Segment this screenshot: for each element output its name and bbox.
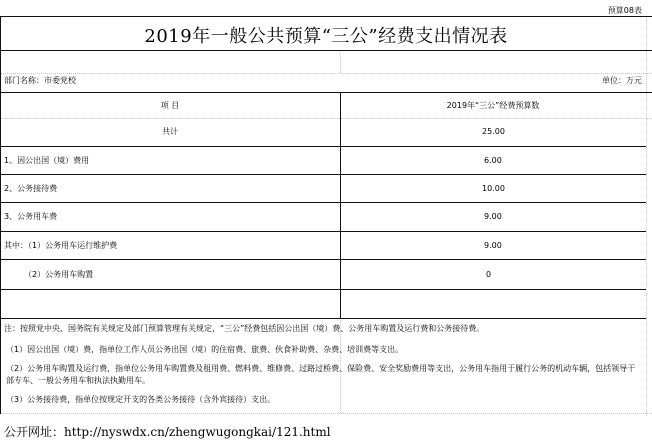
- rule: [0, 16, 652, 17]
- gridline: [340, 50, 341, 73]
- rule: [0, 289, 646, 290]
- public-url[interactable]: 公开网址：http://nyswdx.cn/zhengwugongkai/121.html: [4, 425, 331, 439]
- rule: [0, 16, 1, 414]
- gridline: [646, 16, 647, 416]
- header-item: 项 目: [160, 101, 180, 110]
- page-title: 2019年一般公共预算“三公”经费支出情况表: [144, 26, 508, 47]
- row-vehicle-purchase-value: 0: [486, 270, 492, 279]
- gridline: [0, 118, 652, 119]
- row-vehicle-label: 3、公务用车费: [4, 212, 58, 221]
- row-outbound-value: 6.00: [484, 156, 502, 165]
- rule: [0, 259, 646, 260]
- row-reception-value: 10.00: [482, 184, 505, 193]
- note-outbound: （1）因公出国（境）费，指单位工作人员公务出国（境）的住宿费、旅费、伙食补助费、杂费、培训费等支出。: [6, 345, 404, 354]
- row-vehicle-purchase-label: （2）公务用车购置: [24, 270, 94, 279]
- row-reception-label: 2、公务接待费: [4, 184, 58, 193]
- rule: [0, 318, 646, 319]
- rule: [340, 92, 341, 318]
- rule: [0, 146, 646, 147]
- rule: [0, 174, 646, 175]
- row-vehicle-value: 9.00: [484, 212, 502, 221]
- unit-label: 单位：万元: [602, 76, 642, 85]
- department-label: 部门名称：市委党校: [4, 76, 76, 85]
- header-amount: 2019年“三公”经费预算数: [446, 101, 540, 110]
- note-vehicle: （2）公务用车购置及运行费，指单位公务用车购置费及租用费、燃料费、维修费、过路过桥费、保险费、安全奖励费用等支出，公务用车指用于履行公务的机动车辆，包括领导干部专车、一般公务用车和执法执勤用车。: [6, 364, 636, 385]
- rule: [0, 92, 652, 93]
- row-total-value: 25.00: [482, 127, 505, 136]
- gridline: [0, 413, 652, 414]
- note-reception: （3）公务接待费，指单位按规定开支的各类公务接待（含外宾接待）支出。: [6, 395, 276, 404]
- rule: [0, 231, 646, 232]
- rule: [0, 50, 652, 51]
- note-intro: 注：按照党中央、国务院有关规定及部门预算管理有关规定，“三公”经费包括因公出国（境）费、公务用车购置及运行费和公务接待费。: [4, 324, 485, 333]
- row-vehicle-operation-value: 9.00: [484, 241, 502, 250]
- gridline: [0, 73, 652, 74]
- row-vehicle-operation-label: 其中：（1）公务用车运行维护费: [4, 241, 118, 250]
- rule: [0, 202, 646, 203]
- row-total-label: 共计: [162, 127, 178, 136]
- form-code: 预算08表: [607, 6, 642, 15]
- row-outbound-label: 1、因公出国（境）费用: [4, 156, 90, 165]
